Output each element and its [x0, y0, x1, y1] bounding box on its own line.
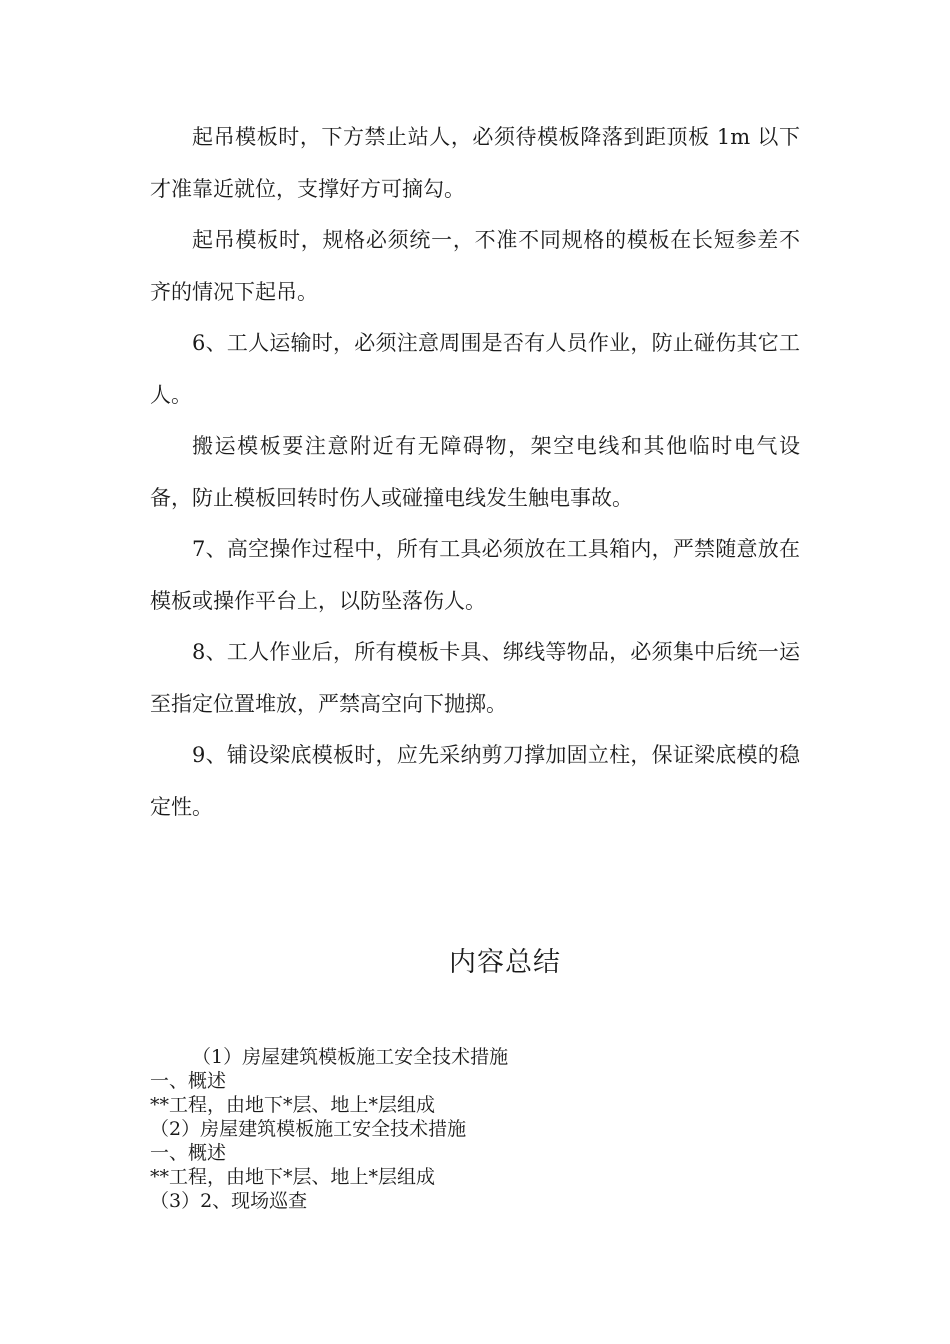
paragraph-4: 搬运模板要注意附近有无障碍物，架空电线和其他临时电气设备，防止模板回转时伤人或碰撞电线发生触电事故。 — [150, 434, 800, 510]
summary-line-4: （2）房屋建筑模板施工安全技术措施 — [150, 1118, 467, 1140]
summary-line-3: **工程，由地下*层、地上*层组成 — [150, 1094, 436, 1116]
paragraph-7: 9、铺设梁底模板时，应先采纳剪刀撑加固立柱，保证梁底模的稳定性。 — [150, 743, 800, 819]
summary-line-5: 一、概述 — [150, 1142, 227, 1164]
paragraph-6: 8、工人作业后，所有模板卡具、绑线等物品，必须集中后统一运至指定位置堆放，严禁高空向下抛掷。 — [150, 640, 800, 716]
paragraph-5: 7、高空操作过程中，所有工具必须放在工具箱内，严禁随意放在模板或操作平台上，以防坠落伤人。 — [150, 537, 800, 613]
summary-list — [150, 1045, 800, 1213]
summary-line-6: **工程，由地下*层、地上*层组成 — [150, 1166, 436, 1188]
summary-title: 内容总结 — [449, 947, 561, 978]
summary-line-7: （3）2、现场巡查 — [150, 1190, 308, 1212]
paragraph-1: 起吊模板时，下方禁止站人，必须待模板降落到距顶板 1m 以下才准靠近就位，支撑好方可摘勾。 — [150, 125, 800, 201]
paragraph-2: 起吊模板时，规格必须统一，不准不同规格的模板在长短参差不齐的情况下起吊。 — [150, 228, 800, 304]
summary-line-2: 一、概述 — [150, 1070, 227, 1092]
body-text — [150, 112, 800, 833]
summary-line-1: （1）房屋建筑模板施工安全技术措施 — [192, 1046, 509, 1068]
paragraph-3: 6、工人运输时，必须注意周围是否有人员作业，防止碰伤其它工人。 — [150, 331, 800, 407]
